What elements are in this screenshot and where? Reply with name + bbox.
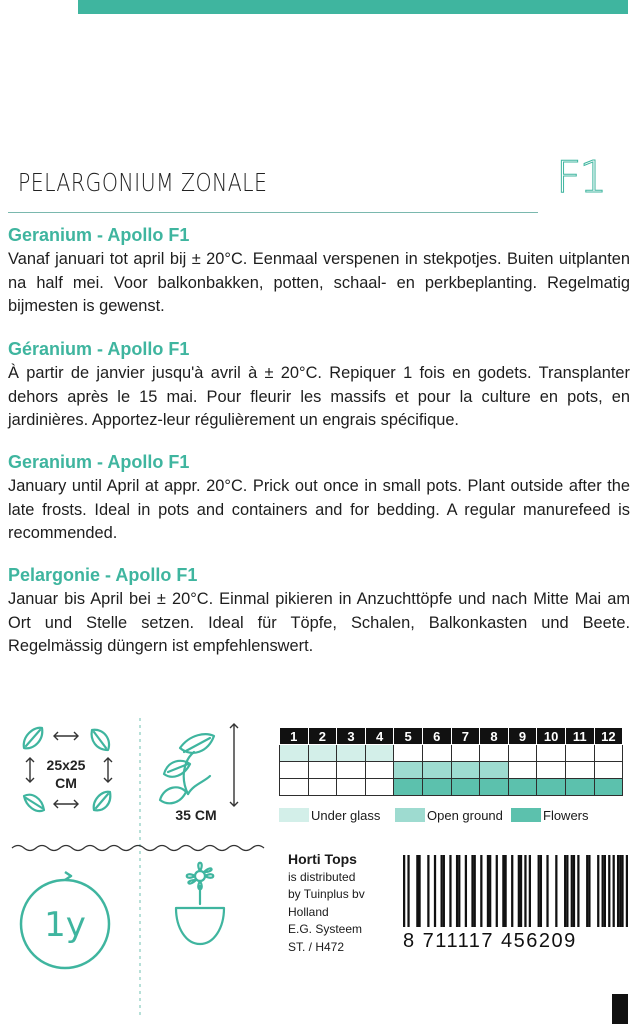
barcode-bar	[540, 855, 542, 927]
top-accent-bar	[78, 0, 628, 14]
barcode-bar	[608, 855, 610, 927]
section-title: Geranium - Apollo F1	[8, 225, 190, 245]
legend-swatch	[279, 808, 309, 822]
barcode-bar	[613, 855, 615, 927]
calendar-month-row	[280, 728, 623, 745]
title-band	[0, 152, 635, 218]
distributor-line: by Tuinplus bv	[288, 887, 365, 901]
legend-label: Flowers	[543, 808, 589, 823]
distributor-line: Holland	[288, 904, 329, 919]
annual-label: 1y	[44, 905, 86, 945]
month-cell: 4	[365, 728, 394, 745]
barcode-bar	[443, 855, 445, 927]
barcode-bar	[449, 855, 451, 927]
distributor-line: ST. / H472	[288, 939, 345, 954]
calendar-cell	[451, 762, 480, 779]
barcode-bar	[434, 855, 436, 927]
calendar-cell	[308, 779, 337, 796]
leaf-icon	[94, 792, 111, 811]
month-cell: 2	[308, 728, 337, 745]
distributor-line: is distributed	[288, 869, 356, 884]
legend-swatch	[395, 808, 425, 822]
barcode-bar	[504, 855, 506, 927]
calendar-cell	[594, 745, 623, 762]
barcode-number: 8 711117 456209	[403, 930, 577, 952]
barcode-bar	[474, 855, 476, 927]
barcode-bar	[617, 855, 619, 927]
section-text: Vanaf januari tot april bij ± 20°C. Eenmaal verspenen in stekpotjes. Buiten uitplanten na half mei. Voor balkonbakken, potten, schaal- en perkbeplanting. Regelmatig bijmesten is gewenst.	[8, 250, 630, 315]
calendar-cell	[480, 745, 509, 762]
barcode-bar	[496, 855, 498, 927]
leaf-icon	[92, 730, 109, 750]
calendar-legend	[279, 808, 629, 826]
calendar-row-under-glass	[280, 745, 623, 762]
barcode-bar	[489, 855, 491, 927]
calendar-cell	[537, 745, 566, 762]
calendar-cell	[480, 762, 509, 779]
section-fr	[8, 338, 630, 433]
calendar-cell	[337, 779, 366, 796]
annual-cycle-icon	[21, 872, 109, 968]
calendar-cell	[394, 762, 423, 779]
calendar-cell	[508, 745, 537, 762]
barcode-bar	[456, 855, 458, 927]
calendar-cell	[480, 779, 509, 796]
growing-icons-panel	[8, 718, 266, 1028]
calendar-cell	[537, 779, 566, 796]
calendar-cell	[565, 779, 594, 796]
barcode-bar	[487, 855, 489, 927]
calendar-row-open-ground	[280, 762, 623, 779]
calendar-cell	[565, 762, 594, 779]
barcode	[403, 855, 628, 935]
section-title: Pelargonie - Apollo F1	[8, 565, 198, 585]
calendar-cell	[594, 779, 623, 796]
barcode-bar	[518, 855, 520, 927]
title-underline	[8, 212, 538, 213]
calendar-cell	[308, 762, 337, 779]
barcode-bar	[511, 855, 513, 927]
barcode-bar	[597, 855, 599, 927]
leaf-icon	[24, 728, 42, 749]
barcode-bar	[564, 855, 566, 927]
calendar-cell	[280, 745, 309, 762]
calendar-cell	[365, 779, 394, 796]
section-de	[8, 564, 630, 659]
month-cell: 1	[280, 728, 309, 745]
calendar-cell	[365, 745, 394, 762]
product-name: PELARGONIUM ZONALE	[18, 168, 268, 197]
legend-label: Under glass	[311, 808, 381, 823]
calendar-cell	[365, 762, 394, 779]
calendar-cell	[394, 779, 423, 796]
calendar-cell	[451, 745, 480, 762]
section-title: Geranium - Apollo F1	[8, 452, 190, 472]
calendar-cell	[280, 779, 309, 796]
barcode-bar	[458, 855, 460, 927]
barcode-bar	[418, 855, 420, 927]
barcode-bar	[441, 855, 443, 927]
barcode-bar	[465, 855, 467, 927]
calendar-cell	[508, 762, 537, 779]
barcode-bar	[604, 855, 606, 927]
month-cell: 8	[480, 728, 509, 745]
distributor-info	[288, 851, 398, 956]
section-text: Januar bis April bei ± 20°C. Einmal pikieren in Anzuchttöpfe und nach Mitte Mai am Ort und Stelle setzen. Ideal für Töpfe, Schalen, Balkonkasten und Beete. Regelmässig düngern ist empfehlenswert.	[8, 590, 630, 655]
month-cell: 3	[337, 728, 366, 745]
barcode-bar	[403, 855, 405, 927]
distributor-line: E.G. Systeem	[288, 922, 363, 936]
calendar-cell	[451, 779, 480, 796]
calendar-row-flowers	[280, 779, 623, 796]
barcode-bar	[566, 855, 568, 927]
barcode-bar	[520, 855, 522, 927]
legend-swatch	[511, 808, 541, 822]
section-text: À partir de janvier jusqu'à avril à ± 20°C. Repiquer 1 fois en godets. Transplanter dehors après le 15 mai. Pour fleurir les massifs et pour la culture en pots, en jardinières. Apportez-leur régulièrement un engrais spécifique.	[8, 364, 630, 429]
calendar-cell	[280, 762, 309, 779]
calendar-cell	[422, 745, 451, 762]
barcode-bar	[573, 855, 575, 927]
leaf-icon	[160, 787, 186, 803]
legend-label: Open ground	[427, 808, 503, 823]
section-text: January until April at appr. 20°C. Prick out once in small pots. Plant outside after the late frosts. Ideal in pots and containers and for bedding. A regular manurefeed is recommended.	[8, 477, 630, 542]
barcode-bar	[416, 855, 418, 927]
barcode-bar	[619, 855, 621, 927]
calendar-cell	[594, 762, 623, 779]
month-cell: 6	[422, 728, 451, 745]
calendar-cell	[337, 745, 366, 762]
distributor-brand: Horti Tops	[288, 851, 357, 867]
barcode-bar	[546, 855, 548, 927]
height-arrow-icon	[230, 724, 238, 806]
month-cell: 7	[451, 728, 480, 745]
barcode-bar	[626, 855, 628, 927]
spacing-label: 25x25	[46, 757, 86, 773]
barcode-bar	[577, 855, 579, 927]
calendar-cell	[422, 779, 451, 796]
calendar-cell	[537, 762, 566, 779]
barcode-bar	[529, 855, 531, 927]
barcode-bar	[555, 855, 557, 927]
calendar-cell	[308, 745, 337, 762]
month-cell: 11	[565, 728, 594, 745]
edge-marker	[612, 994, 628, 1024]
leaf-icon	[24, 795, 44, 811]
calendar-cell	[394, 745, 423, 762]
barcode-bar	[588, 855, 590, 927]
calendar-cell	[337, 762, 366, 779]
barcode-bar	[480, 855, 482, 927]
month-cell: 9	[508, 728, 537, 745]
calendar-table	[279, 727, 623, 796]
section-title: Géranium - Apollo F1	[8, 339, 190, 359]
barcode-bar	[407, 855, 409, 927]
height-label: 35 CM	[175, 807, 217, 823]
calendar-cell	[508, 779, 537, 796]
barcode-bar	[471, 855, 473, 927]
barcode-bar	[524, 855, 526, 927]
barcode-bar	[538, 855, 540, 927]
barcode-bar	[602, 855, 604, 927]
spacing-unit-label: CM	[55, 775, 77, 791]
section-en	[8, 451, 630, 546]
barcode-bar	[502, 855, 504, 927]
barcode-bar	[427, 855, 429, 927]
section-nl	[8, 224, 630, 319]
leaf-icon	[180, 734, 214, 753]
calendar-cell	[422, 762, 451, 779]
month-cell: 10	[537, 728, 566, 745]
flower-pot-icon	[176, 863, 224, 944]
barcode-bar	[571, 855, 573, 927]
month-cell: 12	[594, 728, 623, 745]
f1-badge: F1	[556, 152, 606, 203]
barcode-bar	[621, 855, 623, 927]
plant-height-icon	[160, 734, 214, 803]
sowing-calendar	[279, 727, 623, 796]
wavy-divider	[12, 846, 264, 851]
calendar-cell	[565, 745, 594, 762]
month-cell: 5	[394, 728, 423, 745]
barcode-bar	[586, 855, 588, 927]
